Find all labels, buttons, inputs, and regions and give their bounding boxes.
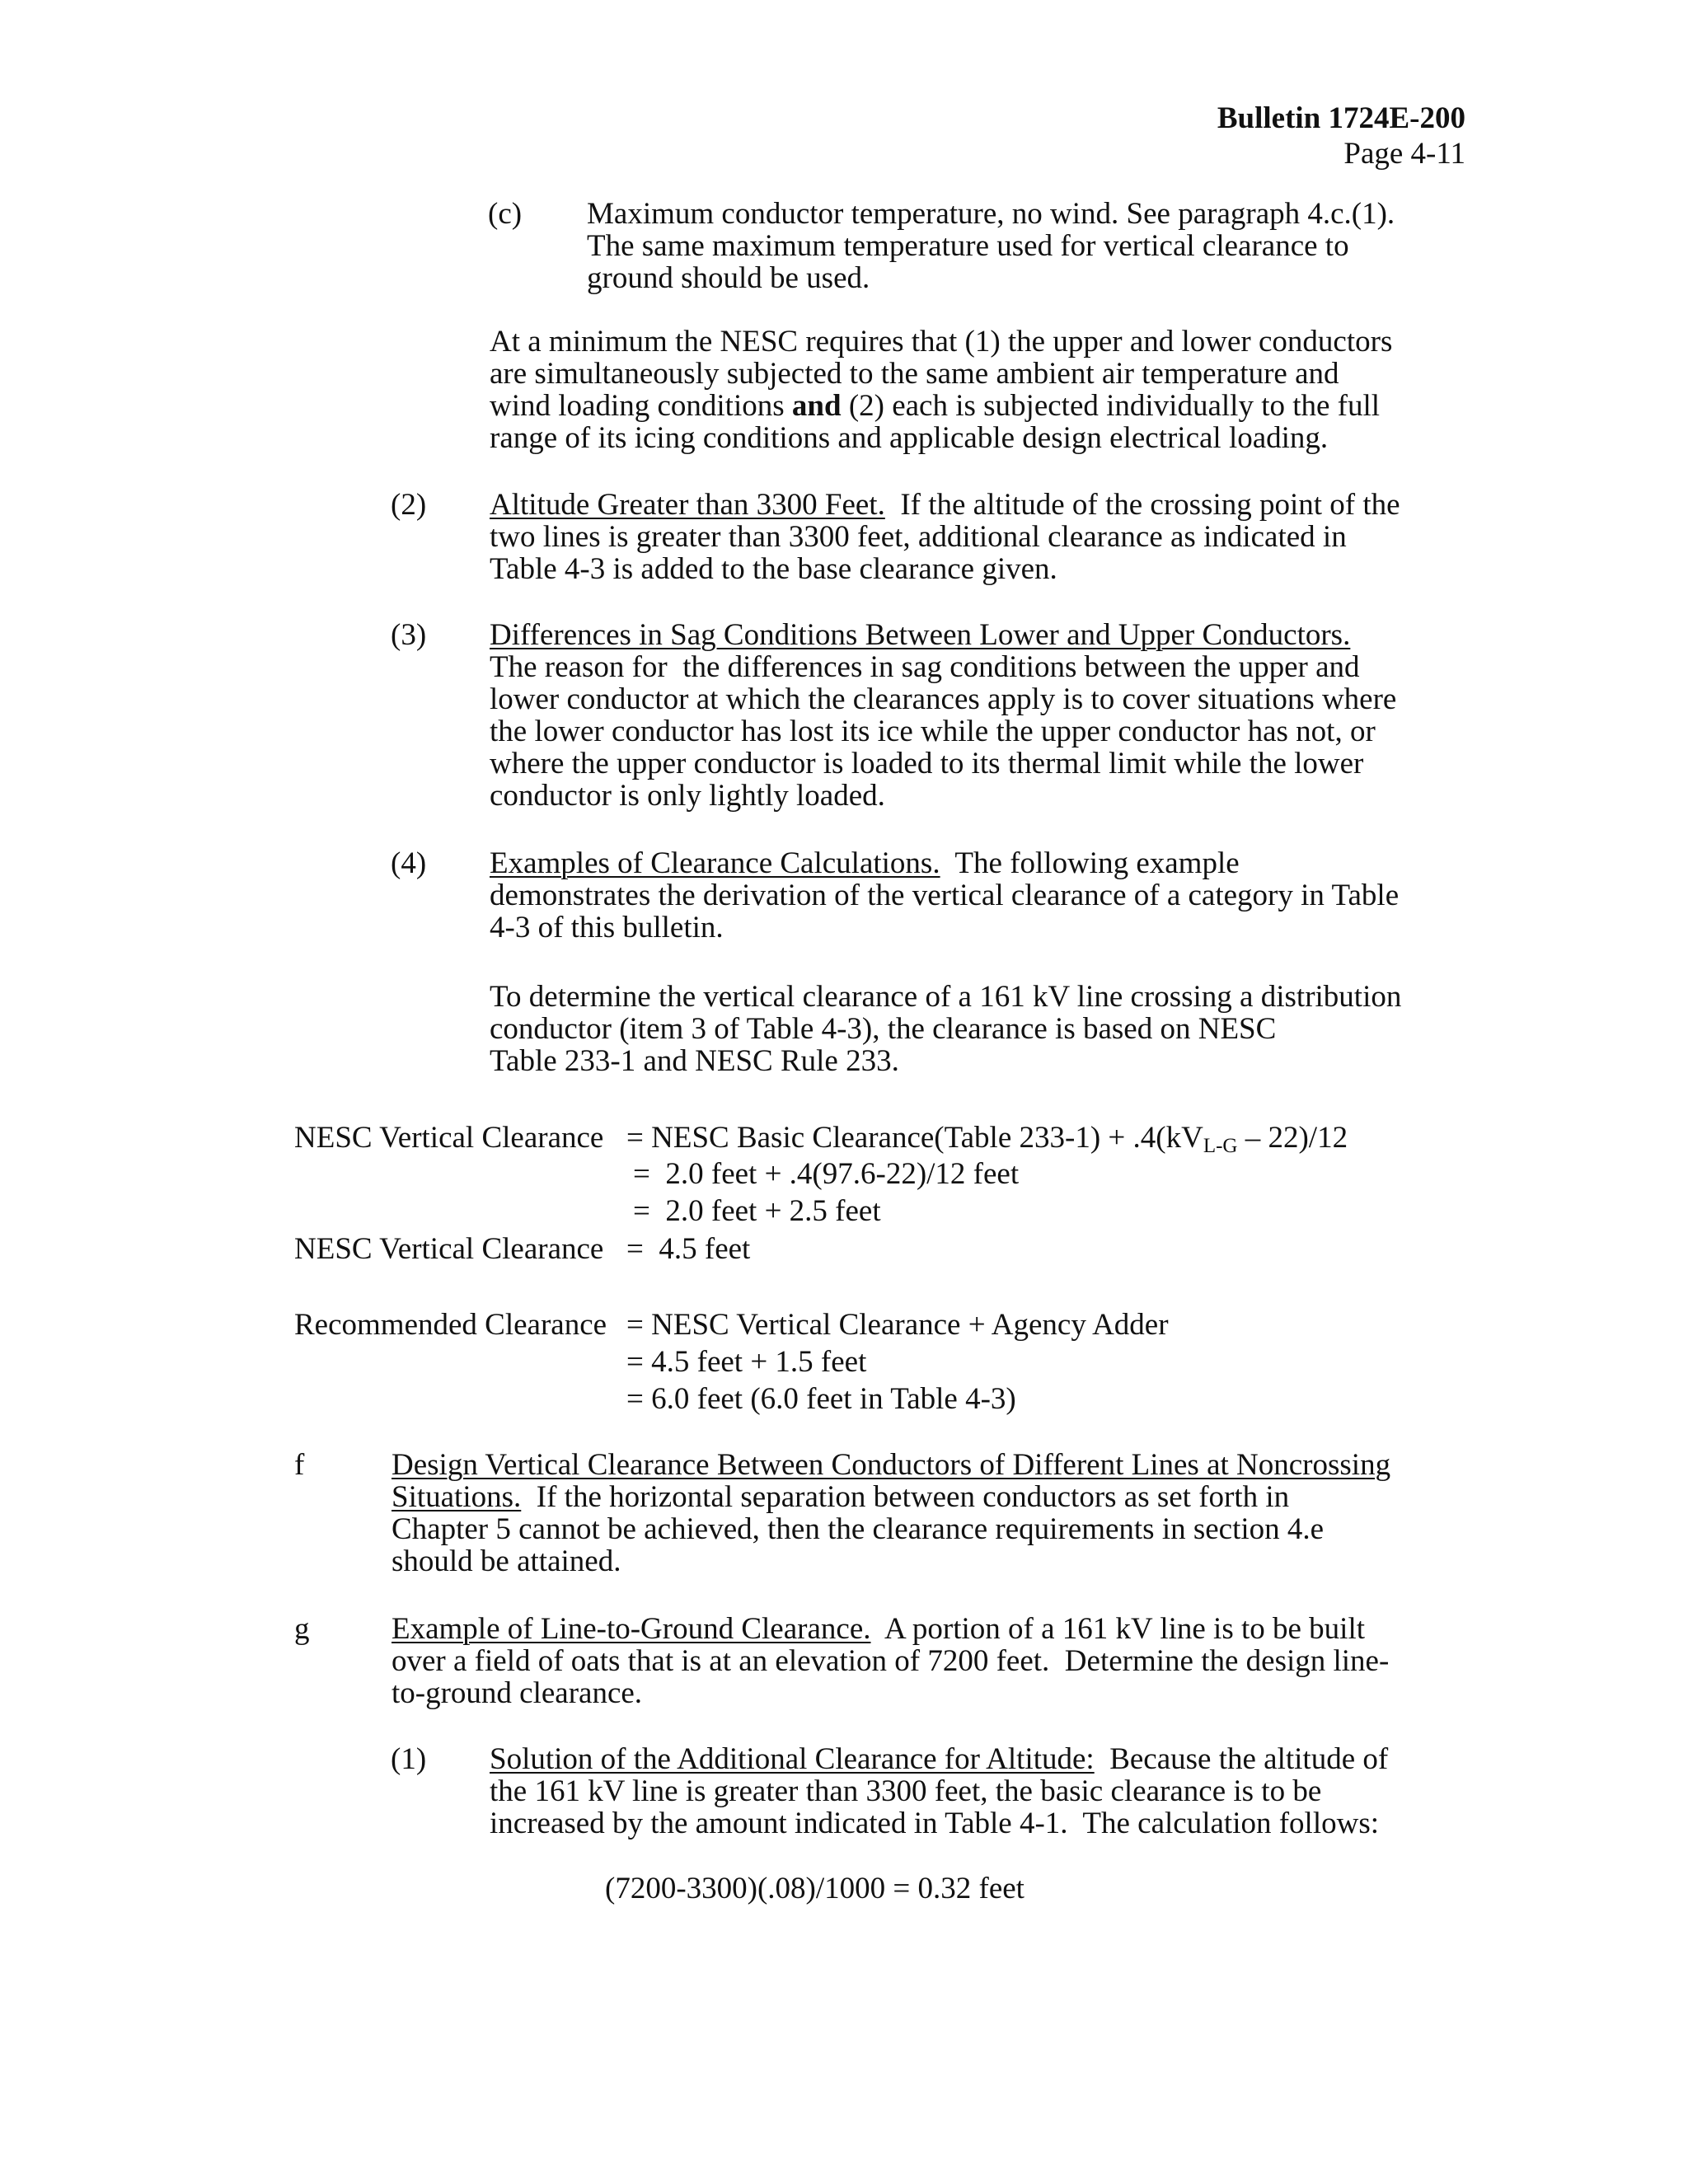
text-line — [392, 1449, 1390, 1481]
calc-recommended-line-3: = 6.0 feet (6.0 feet in Table 4-3) — [626, 1382, 1016, 1416]
text-line: Example of Line-to-Ground Clearance. A portion of a 161 kV line is to be built — [392, 1612, 1366, 1646]
item-2-heading: Altitude Greater than 3300 Feet. — [490, 488, 885, 522]
item-g1-label: (1) — [391, 1742, 427, 1776]
item-4-paragraph-2 — [490, 981, 1401, 1077]
text-line: At a minimum the NESC requires that (1) the upper and lower conductors — [490, 325, 1393, 359]
text-line: should be attained. — [392, 1544, 621, 1578]
text-line: ground should be used. — [587, 261, 870, 295]
text-line: 4-3 of this bulletin. — [490, 911, 724, 944]
calc-nesc-line-3: = 2.0 feet + 2.5 feet — [633, 1194, 881, 1228]
text-line: two lines is greater than 3300 feet, additional clearance as indicated in — [490, 520, 1347, 554]
subscript-l-g: L-G — [1203, 1135, 1238, 1157]
text-line: lower conductor at which the clearances apply is to cover situations where — [490, 682, 1397, 716]
text-line: demonstrates the derivation of the vertical clearance of a category in Table — [490, 879, 1400, 912]
text-line: over a field of oats that is at an elevation of 7200 feet. Determine the design line- — [392, 1644, 1390, 1678]
text-line: are simultaneously subjected to the same ambient air temperature and — [490, 357, 1339, 391]
text-line — [490, 619, 1396, 651]
calc-recommended-line-2: = 4.5 feet + 1.5 feet — [626, 1345, 867, 1379]
calc-nesc-result-label: NESC Vertical Clearance — [294, 1232, 604, 1266]
bulletin-number: Bulletin 1724E-200 — [1217, 101, 1465, 135]
item-2-label: (2) — [391, 488, 427, 522]
text-line: wind loading conditions and (2) each is subjected individually to the full — [490, 389, 1381, 423]
text-line: The reason for the differences in sag conditions between the upper and — [490, 650, 1360, 684]
text-line: Chapter 5 cannot be achieved, then the clearance requirements in section 4.e — [392, 1512, 1325, 1546]
item-f-heading: Design Vertical Clearance Between Conductors of Different Lines at Noncrossing — [392, 1448, 1391, 1482]
item-c-text — [587, 198, 1395, 294]
text-line: Maximum conductor temperature, no wind. See paragraph 4.c.(1). — [587, 197, 1395, 231]
item-3-text — [490, 619, 1396, 812]
text-line: range of its icing conditions and applicable design electrical loading. — [490, 421, 1329, 455]
text-line: the lower conductor has lost its ice while the upper conductor has not, or — [490, 715, 1376, 748]
text-line: The same maximum temperature used for vertical clearance to — [587, 229, 1349, 263]
item-2-text — [490, 489, 1400, 585]
text-line: increased by the amount indicated in Table 4-1. The calculation follows: — [490, 1807, 1379, 1840]
item-g-label: g — [294, 1612, 310, 1646]
item-3-heading: Differences in Sag Conditions Between Lower and Upper Conductors. — [490, 618, 1351, 652]
item-g-text — [392, 1613, 1389, 1709]
item-g1-text — [490, 1743, 1388, 1840]
text-line: the 161 kV line is greater than 3300 feet, the basic clearance is to be — [490, 1774, 1322, 1808]
emphasis-and: and — [791, 389, 842, 423]
altitude-formula: (7200-3300)(.08)/1000 = 0.32 feet — [605, 1872, 1025, 1905]
page-number: Page 4-11 — [1343, 137, 1465, 171]
item-f-label: f — [294, 1448, 305, 1482]
item-g1-heading: Solution of the Additional Clearance for Altitude: — [490, 1742, 1095, 1776]
item-3-label: (3) — [391, 618, 427, 652]
text-line: Examples of Clearance Calculations. The following example — [490, 846, 1240, 880]
item-f-text — [392, 1449, 1390, 1577]
text-line: conductor (item 3 of Table 4-3), the clearance is based on NESC — [490, 1012, 1277, 1046]
text-line: Table 4-3 is added to the base clearance given. — [490, 552, 1057, 586]
item-c-label: (c) — [488, 197, 523, 231]
text-line: where the upper conductor is loaded to its thermal limit while the lower — [490, 747, 1364, 780]
page-header — [1217, 101, 1465, 171]
calc-nesc-label: NESC Vertical Clearance — [294, 1121, 604, 1155]
text-line: conductor is only lightly loaded. — [490, 779, 885, 813]
text-line: Situations. If the horizontal separation between conductors as set forth in — [392, 1480, 1290, 1514]
item-g-heading: Example of Line-to-Ground Clearance. — [392, 1612, 871, 1646]
calc-recommended-label: Recommended Clearance — [294, 1308, 607, 1342]
calc-nesc-line-2: = 2.0 feet + .4(97.6-22)/12 feet — [633, 1157, 1020, 1191]
calc-nesc-line-1: = NESC Basic Clearance(Table $233-1) + .4(kV_{L-G} - 22)/12$ — [626, 1121, 1348, 1157]
item-4-label: (4) — [391, 846, 427, 880]
text-line: to-ground clearance. — [392, 1676, 643, 1710]
text-line: Table 233-1 and NESC Rule 233. — [490, 1044, 899, 1078]
text-line: Solution of the Additional Clearance for Altitude: Because the altitude of — [490, 1742, 1389, 1776]
text-line: Altitude Greater than 3300 Feet. If the altitude of the crossing point of the — [490, 488, 1400, 522]
nesc-minimum-paragraph — [490, 326, 1392, 454]
calc-recommended-line-1: = NESC Vertical Clearance + Agency Adder — [626, 1308, 1169, 1342]
item-4-heading: Examples of Clearance Calculations. — [490, 846, 940, 880]
text-line: To determine the vertical clearance of a 161 kV line crossing a distribution — [490, 980, 1402, 1014]
item-4-text — [490, 847, 1399, 944]
calc-nesc-result-value: = 4.5 feet — [626, 1232, 751, 1266]
